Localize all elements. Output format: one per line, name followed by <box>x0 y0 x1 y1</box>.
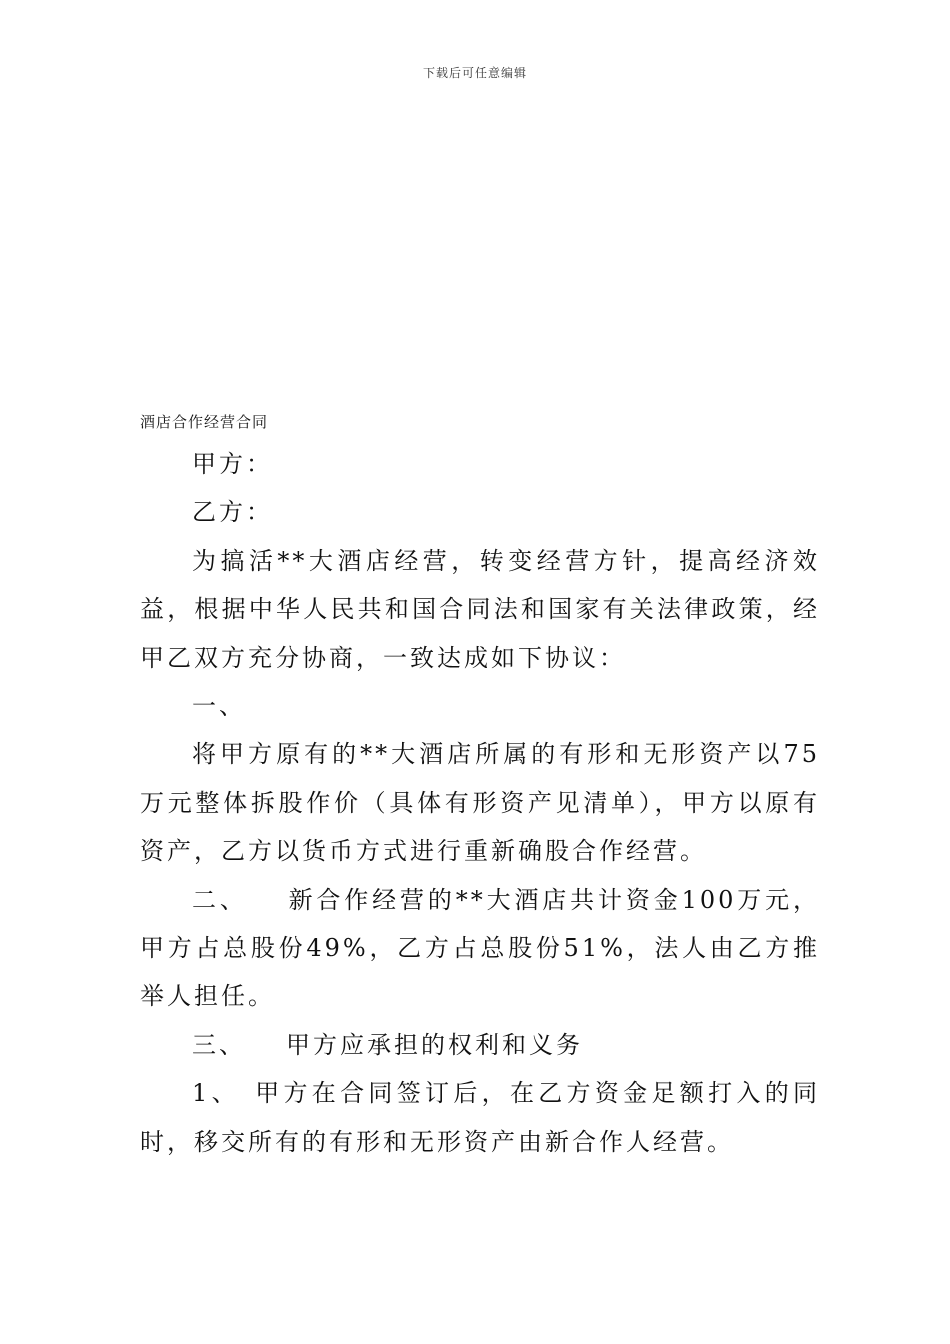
clause-3-text: 甲方应承担的权利和义务 <box>286 1030 583 1059</box>
party-b-line: 乙方： <box>192 498 273 527</box>
item-1-label: 1、 <box>192 1079 240 1108</box>
clause-2-label: 二、 <box>192 885 248 914</box>
clause-3-heading <box>140 1021 820 1069</box>
clause-2-text: 新合作经营的**大酒店共计资金100万元，甲方占总股份49%，乙方占总股份51%，法人由乙方推举人担任。 <box>140 885 820 1011</box>
preamble-paragraph: 为搞活**大酒店经营，转变经营方针，提高经济效益，根据中华人民共和国合同法和国家有关法律政策，经甲乙双方充分协商，一致达成如下协议： <box>140 546 820 672</box>
item-1-text: 甲方在合同签订后，在乙方资金足额打入的同时，移交所有的有形和无形资产由新合作人经营。 <box>140 1079 820 1156</box>
contract-body <box>140 440 820 1166</box>
clause-1-paragraph: 将甲方原有的**大酒店所属的有形和无形资产以75万元整体拆股作价（具体有形资产见清单），甲方以原有资产，乙方以货币方式进行重新确股合作经营。 <box>140 740 820 866</box>
clause-2-paragraph <box>140 876 820 1021</box>
clause-1-label: 一、 <box>192 692 246 721</box>
party-a-line: 甲方： <box>192 450 273 478</box>
page-header-note: 下载后可任意编辑 <box>422 66 527 80</box>
document-title: 酒店合作经营合同 <box>140 413 269 431</box>
clause-3-label: 三、 <box>192 1030 246 1059</box>
clause-3-item-1 <box>140 1069 820 1166</box>
